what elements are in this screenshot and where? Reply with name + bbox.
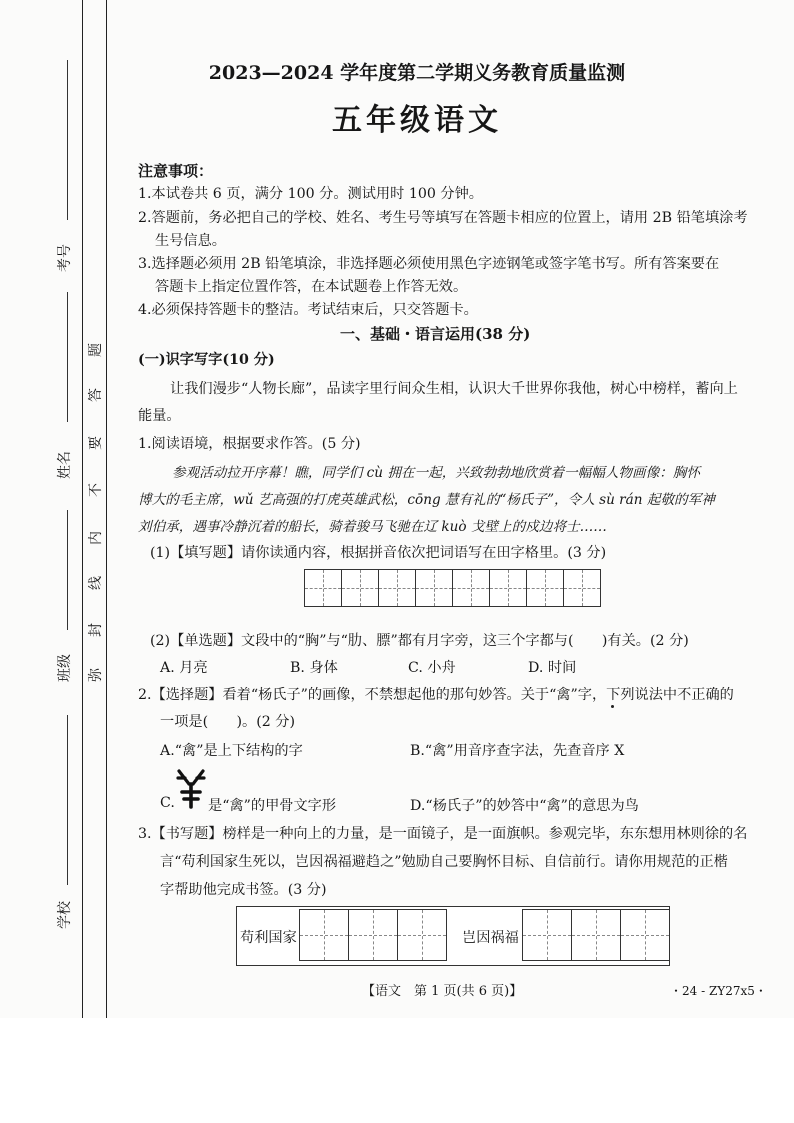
grid-cell[interactable]	[571, 909, 621, 961]
seal-char-8: 弥	[88, 668, 104, 682]
subsection-title: (一)识字写字(10 分)	[138, 352, 275, 368]
bookmark-left-grid	[299, 909, 447, 961]
bookmark-left-text: 苟利国家	[240, 930, 297, 946]
intro-line-1: 让我们漫步“人物长廊”，品读字里行间众生相，认识大千世界你我他，树心中榜样，蓄向上	[170, 381, 738, 397]
grid-cell[interactable]	[563, 569, 601, 607]
q1-option-c[interactable]: C. 小舟	[408, 660, 456, 676]
seal-char-7: 封	[88, 623, 104, 637]
exam-subject-title: 五年级语文	[332, 103, 502, 138]
grid-cell[interactable]	[304, 569, 342, 607]
name-label: 姓名	[57, 451, 73, 479]
q3-stem-line-3: 字帮助他完成书签。(3 分)	[160, 882, 327, 898]
q1-sub2: (2)【单选题】文段中的“胸”与“肋、膘”都有月字旁，这三个字都与( )有关。(2 分)	[150, 633, 689, 649]
oracle-bone-character-icon	[175, 768, 207, 810]
seal-char-1: 题	[88, 343, 104, 357]
notice-item-4: 4.必须保持答题卡的整洁。考试结束后，只交答题卡。	[138, 302, 478, 318]
grid-cell[interactable]	[489, 569, 527, 607]
emphasis-dot	[611, 705, 614, 708]
q2-option-d[interactable]: D.“杨氏子”的妙答中“禽”的意思为鸟	[410, 798, 639, 814]
grid-cell[interactable]	[415, 569, 453, 607]
grid-cell[interactable]	[452, 569, 490, 607]
grid-cell[interactable]	[397, 909, 447, 961]
q1-option-a[interactable]: A. 月亮	[160, 660, 208, 676]
q1-option-d[interactable]: D. 时间	[528, 660, 577, 676]
section-title: 一、基础・语言运用(38 分)	[340, 325, 531, 343]
notice-heading: 注意事项：	[138, 162, 214, 180]
binding-line-inner	[106, 0, 107, 1018]
notice-item-3-cont: 答题卡上指定位置作答，在本试题卷上作答无效。	[155, 279, 468, 295]
exam-no-label: 考号	[57, 244, 73, 272]
grid-cell[interactable]	[299, 909, 349, 961]
notice-item-2-cont: 生号信息。	[155, 233, 226, 249]
exam-title: 2023—2024 学年度第二学期义务教育质量监测	[208, 62, 626, 84]
q1-passage-line-3: 刘伯承，遇事冷静沉着的船长，骑着骏马飞驰在辽 kuò 戈壁上的戍边将士……	[138, 519, 607, 535]
q1-option-b[interactable]: B. 身体	[290, 660, 338, 676]
page-info: 【语文 第 1 页(共 6 页)】	[362, 984, 523, 999]
notice-item-2: 2.答题前，务必把自己的学校、姓名、考生号等填写在答题卡相应的位置上，请用 2B 铅笔填涂考	[138, 210, 748, 226]
notice-item-3: 3.选择题必须用 2B 铅笔填涂，非选择题必须使用黑色字迹钢笔或签字笔书写。所有答案要在	[138, 256, 720, 272]
bookmark-right-text: 岂因祸福	[462, 930, 519, 946]
q1-passage-line-1: 参观活动拉开序幕！瞧，同学们 cù 拥在一起，兴致勃勃地欣赏着一幅幅人物画像：胸怀	[172, 465, 700, 481]
grid-cell[interactable]	[341, 569, 379, 607]
grid-cell[interactable]	[526, 569, 564, 607]
school-blank	[67, 715, 68, 885]
q1-writing-grid	[304, 569, 601, 607]
class-blank	[67, 510, 68, 630]
q2-stem-line-1: 2.【选择题】看着“杨氏子”的画像，不禁想起他的那句妙答。关于“禽”字，下列说法中不正确的	[138, 687, 734, 703]
school-label: 学校	[57, 901, 73, 929]
seal-char-3: 要	[88, 436, 104, 450]
grid-cell[interactable]	[522, 909, 572, 961]
q2-option-a[interactable]: A.“禽”是上下结构的字	[160, 743, 303, 759]
q3-stem-line-2: 言“苟利国家生死以，岂因祸福避趋之”勉励自己要胸怀目标、自信前行。请你用规范的正楷	[160, 854, 728, 870]
grid-cell[interactable]	[620, 909, 670, 961]
q2-stem-line-2: 一项是( )。(2 分)	[160, 714, 295, 730]
q3-stem-line-1: 3.【书写题】榜样是一种向上的力量，是一面镜子，是一面旗帜。参观完毕，东东想用林则徐的名	[138, 826, 748, 842]
bookmark-right-grid	[522, 909, 670, 961]
seal-char-6: 线	[88, 576, 104, 590]
q1-sub1: (1)【填写题】请你读通内容，根据拼音依次把词语写在田字格里。(3 分)	[150, 545, 607, 561]
q1-stem: 1.阅读语境，根据要求作答。(5 分)	[138, 436, 361, 452]
name-blank	[67, 292, 68, 422]
q2-option-c-prefix[interactable]: C.	[160, 795, 175, 811]
q2-option-c-text[interactable]: 是“禽”的甲骨文字形	[208, 798, 337, 814]
intro-line-2: 能量。	[138, 408, 181, 424]
seal-char-5: 内	[88, 531, 104, 545]
exam-code: ・24 - ZY27x5・	[670, 984, 767, 998]
q1-passage-line-2: 博大的毛主席，wǔ 艺高强的打虎英雄武松，cōng 慧有礼的“杨氏子”，令人 sù rán 起敬的军神	[138, 492, 715, 508]
seal-char-2: 答	[88, 388, 104, 402]
binding-line-outer	[82, 0, 83, 1018]
class-label: 班级	[57, 654, 73, 682]
q2-option-b[interactable]: B.“禽”用音序查字法，先查音序 X	[410, 743, 625, 759]
grid-cell[interactable]	[348, 909, 398, 961]
seal-char-4: 不	[88, 483, 104, 497]
notice-item-1: 1.本试卷共 6 页，满分 100 分。测试用时 100 分钟。	[138, 186, 483, 202]
grid-cell[interactable]	[378, 569, 416, 607]
